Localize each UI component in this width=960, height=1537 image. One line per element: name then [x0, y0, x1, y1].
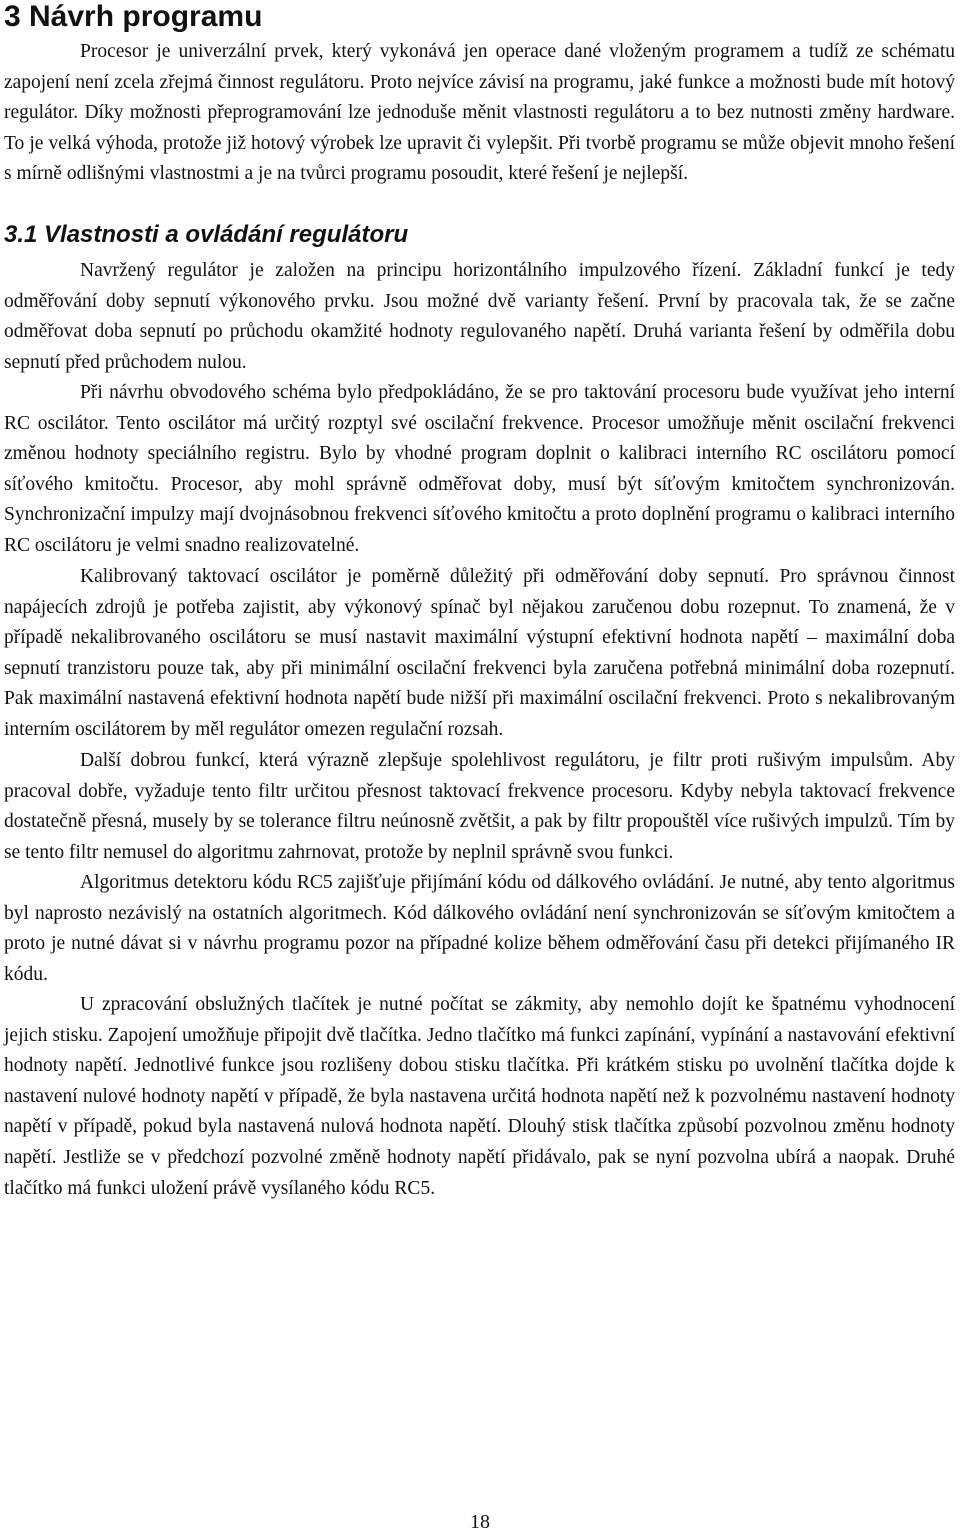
- section-paragraph-2: Při návrhu obvodového schéma bylo předpokládáno, že se pro taktování procesoru bude využívat jeho interní RC oscilátor. Tento oscilátor má určitý rozptyl své oscilační frekvence. Procesor umožňuje měnit oscilační frekvenci změnou hodnoty speciálního registru. Bylo by vhodné program doplnit o kalibraci interního RC oscilátoru pomocí síťového kmitočtu. Procesor, aby mohl správně odměřovat doby, musí být síťovým kmitočtem synchronizován. Synchronizační impulzy mají dvojnásobnou frekvenci síťového kmitočtu a proto doplnění programu o kalibraci interního RC oscilátoru je velmi snadno realizovatelné.: [4, 382, 955, 557]
- section-heading: 3.1 Vlastnosti a ovládání regulátoru: [4, 221, 409, 248]
- section-paragraph-1: Navržený regulátor je založen na principu horizontálního impulzového řízení. Základní funkcí je tedy odměřování doby sepnutí výkonového prvku. Jsou možné dvě varianty řešení. První by pracovala tak, že se začne odměřovat doba sepnutí po průchodu okamžité hodnoty regulovaného napětí. Druhá varianta řešení by odměřila dobu sepnutí před průchodem nulou.: [4, 260, 955, 373]
- intro-paragraph: Procesor je univerzální prvek, který vykonává jen operace dané vloženým programem a tudíž ze schématu zapojení není zcela zřejmá činnost regulátoru. Proto nejvíce závisí na programu, jaké funkce a možnosti bude mít hotový regulátor. Díky možnosti přeprogramování lze jednoduše měnit vlastnosti regulátoru a to bez nutnosti změny hardware. To je velká výhoda, protože již hotový výrobek lze upravit či vylepšit. Při tvorbě programu se může objevit mnoho řešení s mírně odlišnými vlastnostmi a je na tvůrci programu posoudit, které řešení je nejlepší.: [4, 41, 955, 185]
- section-paragraph-6: U zpracování obslužných tlačítek je nutné počítat se zákmity, aby nemohlo dojít ke špatnému vyhodnocení jejich stisku. Zapojení umožňuje připojit dvě tlačítka. Jedno tlačítko má funkci zapínání, vypínání a nastavování efektivní hodnoty napětí. Jednotlivé funkce jsou rozlišeny dobou stisku tlačítka. Při krátkém stisku po uvolnění tlačítka dojde k nastavení nulové hodnoty napětí v případě, že byla nastavena určitá hodnota napětí než k pozvolnému nastavení hodnoty napětí v případě, pokud byla nastavená nulová hodnota napětí. Dlouhý stisk tlačítka způsobí pozvolnou změnu hodnoty napětí. Jestliže se v předchozí pozvolné změně hodnoty napětí přidávalo, pak se nyní pozvolna ubírá a naopak. Druhé tlačítko má funkci uložení právě vysílaného kódu RC5.: [4, 994, 955, 1199]
- chapter-heading: 3 Návrh programu: [4, 0, 263, 33]
- section-paragraph-5: Algoritmus detektoru kódu RC5 zajišťuje přijímání kódu od dálkového ovládání. Je nutné, aby tento algoritmus byl naprosto nezávislý na ostatních algoritmech. Kód dálkového ovládání není synchronizován se síťovým kmitočtem a proto je nutné dávat si v návrhu programu pozor na případné kolize během odměřování času při detekci přijímaného IR kódu.: [4, 872, 955, 985]
- section-paragraph-3: Kalibrovaný taktovací oscilátor je poměrně důležitý při odměřování doby sepnutí. Pro správnou činnost napájecích zdrojů je potřeba zajistit, aby výkonový spínač byl nějakou zaručenou dobu rozepnut. To znamená, že v případě nekalibrovaného oscilátoru se musí nastavit maximální výstupní efektivní hodnota napětí – maximální doba sepnutí tranzistoru pouze tak, aby při minimální oscilační frekvenci byla zaručena potřebná minimální doba rozepnutí. Pak maximální nastavená efektivní hodnota napětí bude nižší při maximální oscilační frekvenci. Proto s nekalibrovaným interním oscilátorem by měl regulátor omezen regulační rozsah.: [4, 566, 955, 741]
- section-paragraph-4: Další dobrou funkcí, která výrazně zlepšuje spolehlivost regulátoru, je filtr proti rušivým impulsům. Aby pracoval dobře, vyžaduje tento filtr určitou přesnost taktovací frekvence procesoru. Kdyby nebyla taktovací frekvence dostatečně přesná, musely by se tolerance filtru neúnosně zvětšit, a pak by filtr propouštěl více rušivých impulzů. Tím by se tento filtr nemusel do algoritmu zahrnovat, protože by neplnil správně svou funkci.: [4, 750, 955, 863]
- page-number: 18: [470, 1511, 490, 1533]
